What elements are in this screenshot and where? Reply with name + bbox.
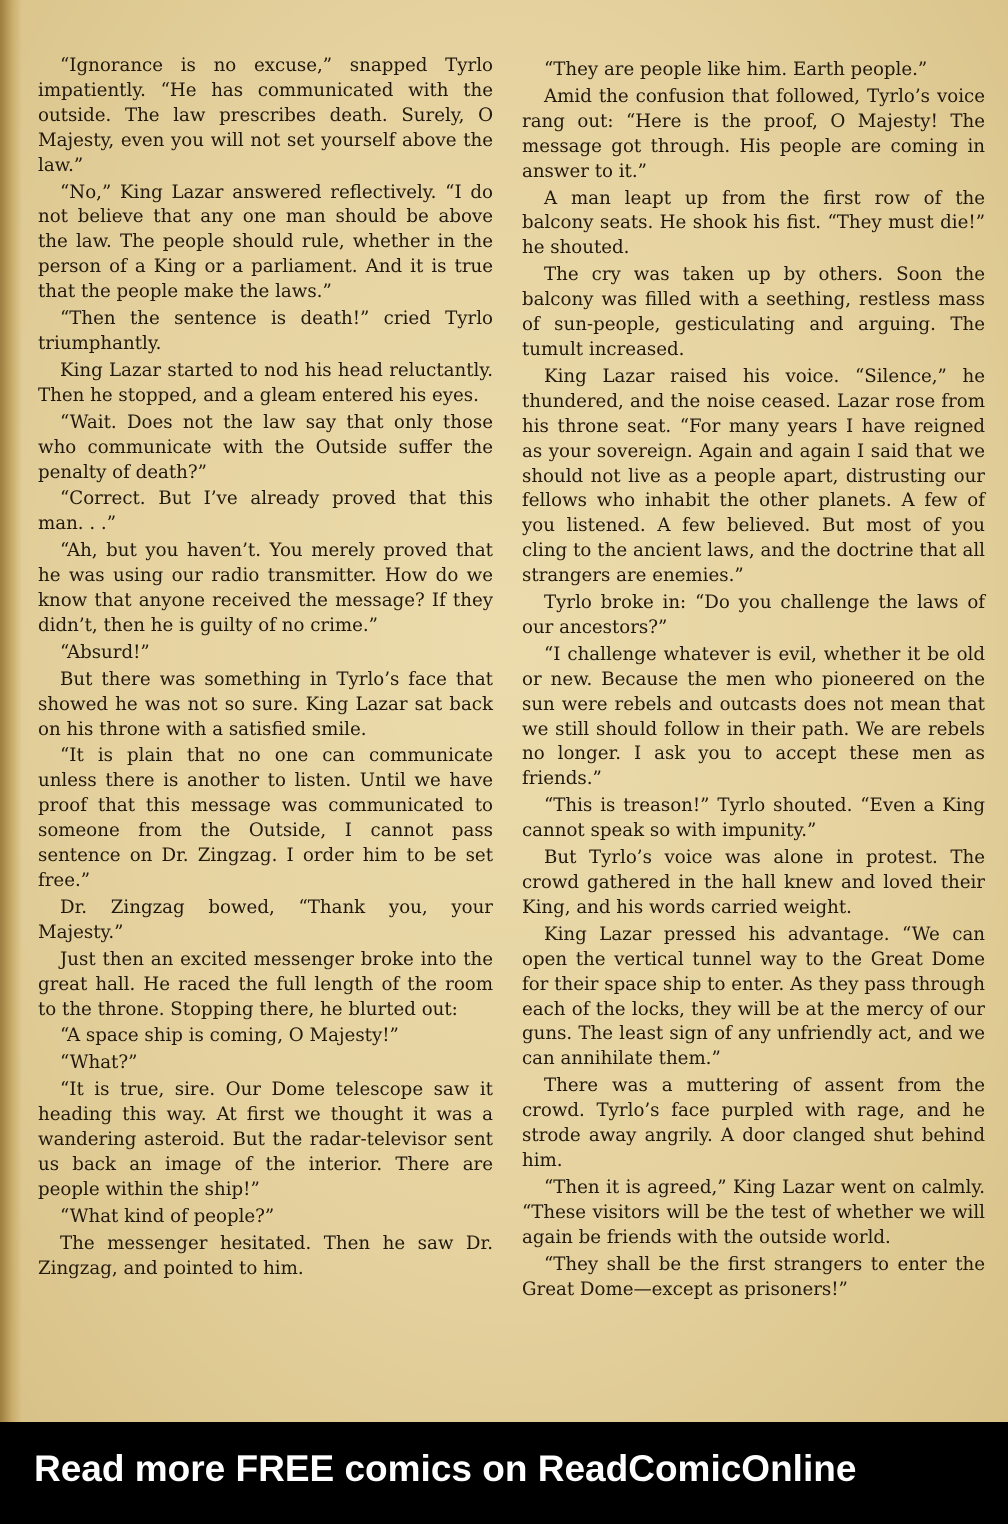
paragraph: “Correct. But I’ve already proved that this man. . .”	[38, 488, 493, 535]
right-text-column	[522, 58, 985, 1304]
paragraph: “Ignorance is no excuse,” snapped Tyrlo impatiently. “He has communicated with the outside. The law prescribes death. Surely, O Majesty, even you will not set yourself above the law.”	[38, 55, 493, 176]
paragraph: “I challenge whatever is evil, whether it be old or new. Because the men who pioneered on the sun were rebels and outcasts does not mean that we still should follow in their path. We are rebels no longer. I ask you to accept these men as friends.”	[522, 643, 985, 790]
paragraph: Tyrlo broke in: “Do you challenge the laws of our ancestors?”	[522, 592, 985, 638]
paragraph: A man leapt up from the first row of the balcony seats. He shook his fist. “They must die!” he shouted.	[522, 187, 985, 259]
page-binding-edge	[0, 0, 22, 1422]
paragraph: “They shall be the first strangers to enter the Great Dome—except as prisoners!”	[522, 1253, 985, 1300]
paragraph: Dr. Zingzag bowed, “Thank you, your Majesty.”	[38, 896, 493, 943]
paragraph: “Absurd!”	[60, 641, 150, 663]
paragraph: “It is plain that no one can communicate unless there is another to listen. Until we have proof that this message was communicated to someone from the Outside, I cannot pass sentence on Dr. Zingzag. I order him to be set free.”	[38, 745, 493, 891]
paragraph: “It is true, sire. Our Dome telescope saw it heading this way. At first we thought it was a wandering asteroid. But the radar-televisor sent us back an image of the interior. There are people within the ship!”	[38, 1079, 493, 1200]
paragraph: Just then an excited messenger broke into the great hall. He raced the full length of the room to the throne. Stopping there, he blurted out:	[38, 948, 493, 1020]
paragraph: “Wait. Does not the law say that only those who communicate with the Outside suffer the penalty of death?”	[38, 411, 493, 483]
paragraph: The cry was taken up by others. Soon the balcony was filled with a seething, restless mass of sun-people, gesticulating and arguing. The tumult increased.	[522, 264, 985, 360]
promo-footer-link[interactable]: Read more FREE comics on ReadComicOnline	[34, 1448, 857, 1489]
paragraph: King Lazar started to nod his head reluctantly. Then he stopped, and a gleam entered his eyes.	[38, 359, 493, 406]
paragraph: King Lazar pressed his advantage. “We can open the vertical tunnel way to the Great Dome for their space ship to enter. As they pass through each of the locks, they will be at the mercy of our guns. The least sign of any unfriendly act, and we can annihilate them.”	[522, 923, 985, 1070]
paragraph: “Then it is agreed,” King Lazar went on calmly. “These visitors will be the test of whether we will again be friends with the outside world.	[522, 1176, 985, 1248]
paragraph: There was a muttering of assent from the crowd. Tyrlo’s face purpled with rage, and he strode away angrily. A door clanged shut behind him.	[522, 1075, 985, 1171]
paragraph: “This is treason!” Tyrlo shouted. “Even a King cannot speak so with impunity.”	[522, 795, 985, 842]
paragraph: “No,” King Lazar answered reflectively. “I do not believe that any one man should be above the law. The people should rule, whether in the person of a King or a parliament. And it is true that the people make the laws.”	[38, 181, 493, 303]
paragraph: “Then the sentence is death!” cried Tyrlo triumphantly.	[38, 308, 493, 354]
paragraph: The messenger hesitated. Then he saw Dr. Zingzag, and pointed to him.	[38, 1232, 493, 1279]
paragraph: “Ah, but you haven’t. You merely proved that he was using our radio transmitter. How do we know that anyone received the message? If they didn’t, then he is guilty of no crime.”	[38, 540, 493, 636]
paragraph: “They are people like him. Earth people.”	[544, 59, 928, 80]
paragraph: But Tyrlo’s voice was alone in protest. The crowd gathered in the hall knew and loved their King, and his words carried weight.	[522, 847, 985, 918]
paragraph: But there was something in Tyrlo’s face that showed he was not so sure. King Lazar sat back on his throne with a satisfied smile.	[38, 668, 493, 740]
paragraph: Amid the confusion that followed, Tyrlo’s voice rang out: “Here is the proof, O Majesty! The message got through. His people are coming in answer to it.”	[522, 85, 985, 182]
paragraph: King Lazar raised his voice. “Silence,” he thundered, and the noise ceased. Lazar rose from his throne seat. “For many years I have reigned as your sovereign. Again and again I said that we should not live as a people apart, distrusting our fellows who inhabit the other planets. A few of you listened. A few believed. But most of you cling to the ancient laws, and the doctrine that all strangers are enemies.”	[522, 365, 985, 587]
paragraph: “What?”	[60, 1052, 138, 1074]
paragraph: “What kind of people?”	[60, 1205, 275, 1227]
paragraph: “A space ship is coming, O Majesty!”	[60, 1025, 399, 1047]
left-text-column	[38, 54, 493, 1284]
